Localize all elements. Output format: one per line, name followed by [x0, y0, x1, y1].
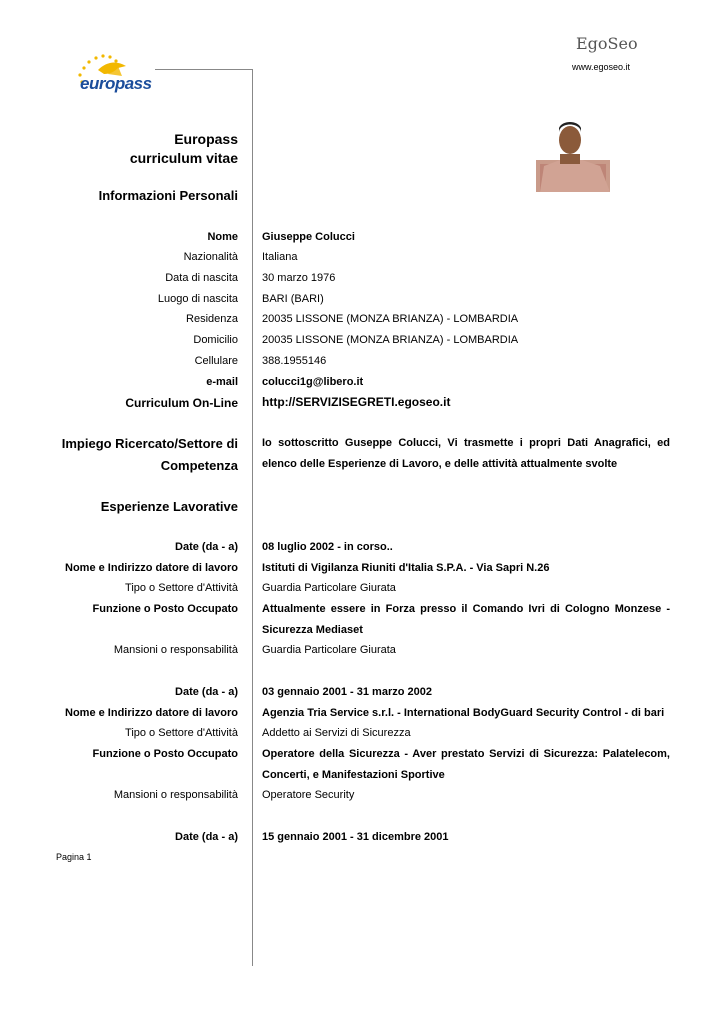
value-cellulare: 388.1955146	[262, 355, 327, 367]
job3-date: 15 gennaio 2001 - 31 dicembre 2001	[262, 831, 449, 843]
profile-photo	[520, 106, 622, 236]
label-nazionalita: Nazionalità	[183, 251, 238, 263]
value-domicilio: 20035 LISSONE (MONZA BRIANZA) - LOMBARDIA	[262, 334, 519, 346]
value-luogo-nascita: BARI (BARI)	[262, 293, 324, 305]
job2-duties: Operatore Security	[262, 789, 355, 801]
label-cellulare: Cellulare	[194, 355, 238, 367]
job1-employer: Istituti di Vigilanza Riuniti d'Italia S.P.A. - Via Sapri N.26	[262, 562, 550, 574]
europass-logo-text: europass	[80, 74, 152, 93]
title-europass: Europass	[174, 131, 238, 147]
label-luogo-nascita: Luogo di nascita	[157, 293, 238, 305]
job1-sector: Guardia Particolare Giurata	[262, 582, 396, 594]
impiego-heading-line1: Impiego Ricercato/Settore di	[61, 436, 238, 451]
job3-date-label: Date (da - a)	[175, 831, 238, 843]
egoseo-url[interactable]: www.egoseo.it	[572, 62, 631, 72]
job1-date: 08 luglio 2002 - in corso..	[262, 541, 393, 553]
egoseo-logo: EgoSeo	[576, 34, 638, 53]
job1-duties: Guardia Particolare Giurata	[262, 644, 396, 656]
job1-sector-label: Tipo o Settore d'Attività	[125, 582, 238, 594]
job2-sector: Addetto ai Servizi di Sicurezza	[262, 727, 411, 739]
job1-duties-label: Mansioni o responsabilità	[113, 644, 238, 656]
job2-employer-label: Nome e Indirizzo datore di lavoro	[65, 707, 238, 719]
job2-date: 03 gennaio 2001 - 31 marzo 2002	[262, 686, 432, 698]
value-residenza: 20035 LISSONE (MONZA BRIANZA) - LOMBARDIA	[262, 313, 519, 325]
title-cv: curriculum vitae	[129, 150, 238, 166]
label-residenza: Residenza	[186, 313, 238, 325]
job1-function-line1: Attualmente essere in Forza presso il Comando Ivri di Cologno Monzese -	[262, 603, 670, 615]
page-number: Pagina 1	[56, 852, 92, 862]
job1-employer-label: Nome e Indirizzo datore di lavoro	[65, 562, 238, 574]
job2-function-line2: Concerti, e Manifestazioni Sportive	[262, 769, 445, 781]
value-curriculum-online[interactable]: http://SERVIZISEGRETI.egoseo.it	[262, 395, 451, 409]
job1-function-label: Funzione o Posto Occupato	[92, 603, 238, 615]
job1-function-line2: Sicurezza Mediaset	[262, 624, 363, 636]
impiego-text-line2: elenco delle Esperienze di Lavoro, e delle attività attualmente svolte	[262, 458, 618, 470]
label-domicilio: Domicilio	[193, 334, 238, 346]
impiego-heading-line2: Competenza	[160, 458, 238, 473]
label-data-nascita: Data di nascita	[165, 272, 238, 284]
impiego-text-line1: Io sottoscritto Guseppe Colucci, Vi trasmette i propri Dati Anagrafici, ed	[262, 437, 670, 449]
value-nazionalita: Italiana	[262, 251, 298, 263]
header-divider	[155, 69, 252, 70]
job1-date-label: Date (da - a)	[175, 541, 238, 553]
label-email: e-mail	[206, 376, 238, 388]
column-divider	[252, 69, 253, 966]
job2-date-label: Date (da - a)	[175, 686, 238, 698]
value-email[interactable]: colucci1g@libero.it	[262, 376, 364, 388]
job2-function-label: Funzione o Posto Occupato	[92, 748, 238, 760]
job2-function-line1: Operatore della Sicurezza - Aver prestato Servizi di Sicurezza: Palatelecom,	[262, 748, 670, 760]
job2-duties-label: Mansioni o responsabilità	[113, 789, 238, 801]
label-nome: Nome	[207, 231, 238, 243]
personal-heading: Informazioni Personali	[98, 188, 238, 203]
value-nome: Giuseppe Colucci	[262, 231, 355, 243]
job2-employer: Agenzia Tria Service s.r.l. - International BodyGuard Security Control - di bari	[262, 707, 665, 719]
europass-logo	[74, 52, 154, 98]
value-data-nascita: 30 marzo 1976	[262, 272, 336, 284]
esperienze-heading: Esperienze Lavorative	[100, 499, 238, 514]
label-curriculum-online: Curriculum On-Line	[125, 396, 238, 410]
job2-sector-label: Tipo o Settore d'Attività	[125, 727, 238, 739]
